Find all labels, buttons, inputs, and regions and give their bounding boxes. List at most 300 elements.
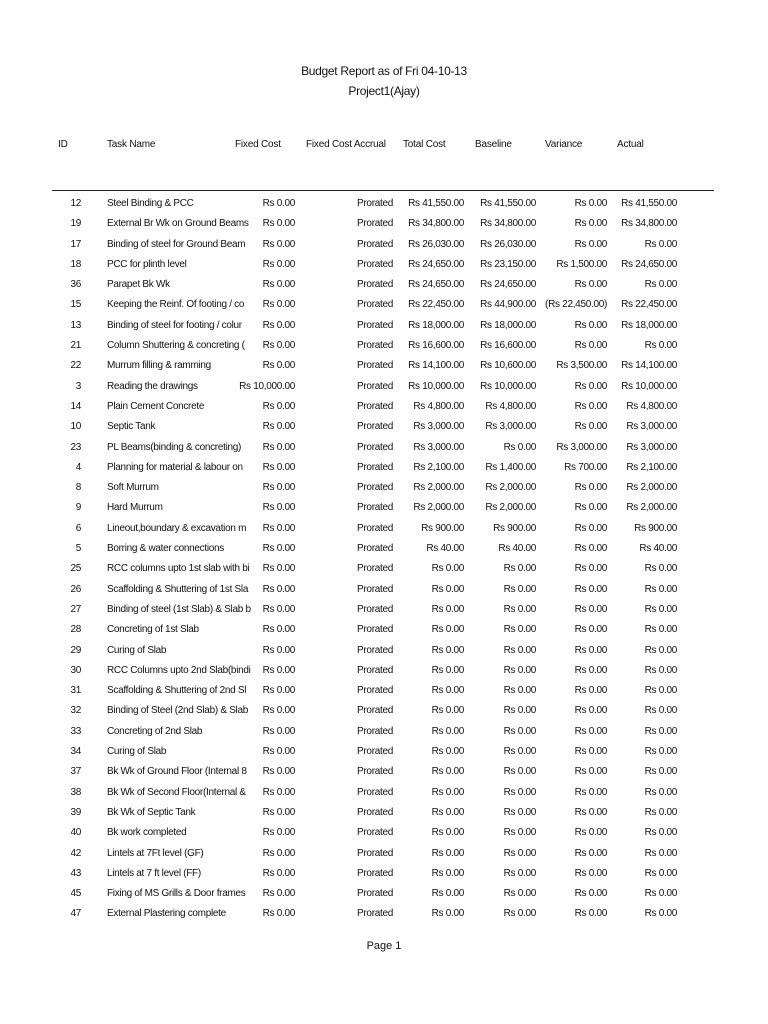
total-cost-cell: Rs 0.00	[431, 746, 464, 758]
fixed-cost-accrual-cell: Prorated	[357, 482, 393, 494]
task-id-cell: 31	[70, 685, 81, 697]
actual-cell: Rs 0.00	[644, 766, 677, 778]
actual-cell: Rs 0.00	[644, 867, 677, 879]
task-id-cell: 33	[70, 725, 81, 737]
task-name-cell: Concreting of 1st Slab	[107, 624, 199, 636]
fixed-cost-cell: Rs 0.00	[262, 644, 295, 656]
fixed-cost-cell: Rs 0.00	[262, 258, 295, 270]
variance-cell: Rs 0.00	[574, 867, 607, 879]
fixed-cost-accrual-cell: Prorated	[357, 827, 393, 839]
fixed-cost-accrual-cell: Prorated	[357, 279, 393, 291]
baseline-cell: Rs 900.00	[493, 522, 536, 534]
fixed-cost-cell: Rs 0.00	[262, 563, 295, 575]
actual-cell: Rs 0.00	[644, 705, 677, 717]
actual-cell: Rs 0.00	[644, 888, 677, 900]
variance-cell: Rs 0.00	[574, 380, 607, 392]
task-id-cell: 34	[70, 746, 81, 758]
table-row	[0, 825, 768, 845]
page-number: Page 1	[366, 940, 402, 952]
task-id-cell: 23	[70, 441, 81, 453]
task-id-cell: 30	[70, 664, 81, 676]
task-name-cell: Scaffolding & Shuttering of 2nd Sl	[107, 685, 247, 697]
actual-cell: Rs 0.00	[644, 847, 677, 859]
fixed-cost-cell: Rs 0.00	[262, 502, 295, 514]
task-name-cell: Keeping the Reinf. Of footing / co	[107, 299, 245, 311]
task-name-cell: Concreting of 2nd Slab	[107, 725, 203, 737]
table-row	[0, 277, 768, 297]
baseline-cell: Rs 0.00	[503, 847, 536, 859]
actual-cell: Rs 2,000.00	[626, 502, 677, 514]
actual-cell: Rs 0.00	[644, 664, 677, 676]
variance-cell: Rs 0.00	[574, 685, 607, 697]
baseline-cell: Rs 0.00	[503, 624, 536, 636]
fixed-cost-cell: Rs 0.00	[262, 664, 295, 676]
task-id-cell: 39	[70, 806, 81, 818]
variance-cell: Rs 0.00	[574, 786, 607, 798]
task-id-cell: 43	[70, 867, 81, 879]
fixed-cost-cell: Rs 0.00	[262, 340, 295, 352]
fixed-cost-accrual-cell: Prorated	[357, 705, 393, 717]
table-row	[0, 500, 768, 520]
fixed-cost-accrual-cell: Prorated	[357, 664, 393, 676]
total-cost-cell: Rs 0.00	[431, 827, 464, 839]
total-cost-cell: Rs 900.00	[421, 522, 464, 534]
total-cost-cell: Rs 0.00	[431, 725, 464, 737]
task-name-cell: PL Beams(binding & concreting)	[107, 441, 242, 453]
table-row	[0, 237, 768, 257]
task-id-cell: 10	[70, 421, 81, 433]
fixed-cost-cell: Rs 10,000.00	[239, 380, 295, 392]
task-id-cell: 22	[70, 360, 81, 372]
fixed-cost-accrual-cell: Prorated	[357, 421, 393, 433]
actual-cell: Rs 0.00	[644, 279, 677, 291]
total-cost-cell: Rs 2,000.00	[413, 502, 464, 514]
variance-cell: Rs 0.00	[574, 644, 607, 656]
baseline-cell: Rs 10,600.00	[480, 360, 536, 372]
variance-cell: Rs 0.00	[574, 421, 607, 433]
total-cost-cell: Rs 0.00	[431, 786, 464, 798]
baseline-cell: Rs 1,400.00	[485, 461, 536, 473]
header-baseline: Baseline	[475, 139, 512, 150]
baseline-cell: Rs 2,000.00	[485, 482, 536, 494]
baseline-cell: Rs 0.00	[503, 786, 536, 798]
fixed-cost-accrual-cell: Prorated	[357, 218, 393, 230]
table-row	[0, 480, 768, 500]
total-cost-cell: Rs 0.00	[431, 563, 464, 575]
fixed-cost-accrual-cell: Prorated	[357, 888, 393, 900]
task-id-cell: 15	[70, 299, 81, 311]
total-cost-cell: Rs 10,000.00	[408, 380, 464, 392]
report-title: Budget Report as of Fri 04-10-13	[301, 64, 467, 78]
variance-cell: Rs 0.00	[574, 198, 607, 209]
baseline-cell: Rs 0.00	[503, 603, 536, 615]
total-cost-cell: Rs 22,450.00	[408, 299, 464, 311]
variance-cell: Rs 700.00	[564, 461, 607, 473]
table-row	[0, 399, 768, 419]
task-id-cell: 40	[70, 827, 81, 839]
fixed-cost-cell: Rs 0.00	[262, 786, 295, 798]
task-name-cell: Bk Wk of Second Floor(Internal &	[107, 786, 246, 798]
total-cost-cell: Rs 0.00	[431, 603, 464, 615]
header-fixed-cost-accrual: Fixed Cost Accrual	[306, 139, 386, 150]
task-name-cell: Lineout,boundary & excavation m	[107, 522, 247, 534]
table-row	[0, 196, 768, 216]
actual-cell: Rs 0.00	[644, 746, 677, 758]
fixed-cost-cell: Rs 0.00	[262, 603, 295, 615]
variance-cell: Rs 0.00	[574, 766, 607, 778]
fixed-cost-cell: Rs 0.00	[262, 908, 295, 920]
baseline-cell: Rs 0.00	[503, 827, 536, 839]
total-cost-cell: Rs 0.00	[431, 664, 464, 676]
baseline-cell: Rs 0.00	[503, 441, 536, 453]
task-name-cell: External Plastering complete	[107, 908, 226, 920]
task-id-cell: 12	[70, 198, 81, 209]
table-row	[0, 744, 768, 764]
total-cost-cell: Rs 26,030.00	[408, 238, 464, 250]
task-name-cell: Curing of Slab	[107, 746, 167, 758]
actual-cell: Rs 3,000.00	[626, 421, 677, 433]
variance-cell: Rs 0.00	[574, 400, 607, 412]
task-id-cell: 18	[70, 258, 81, 270]
total-cost-cell: Rs 18,000.00	[408, 319, 464, 331]
baseline-cell: Rs 0.00	[503, 563, 536, 575]
actual-cell: Rs 18,000.00	[621, 319, 677, 331]
actual-cell: Rs 2,100.00	[626, 461, 677, 473]
task-name-cell: Binding of Steel (2nd Slab) & Slab	[107, 705, 249, 717]
variance-cell: Rs 3,000.00	[556, 441, 607, 453]
header-id: ID	[58, 139, 68, 150]
baseline-cell: Rs 24,650.00	[480, 279, 536, 291]
variance-cell: Rs 0.00	[574, 502, 607, 514]
fixed-cost-cell: Rs 0.00	[262, 746, 295, 758]
fixed-cost-accrual-cell: Prorated	[357, 340, 393, 352]
actual-cell: Rs 0.00	[644, 583, 677, 595]
variance-cell: Rs 0.00	[574, 705, 607, 717]
total-cost-cell: Rs 4,800.00	[413, 400, 464, 412]
task-id-cell: 26	[70, 583, 81, 595]
actual-cell: Rs 0.00	[644, 644, 677, 656]
baseline-cell: Rs 0.00	[503, 746, 536, 758]
table-row	[0, 318, 768, 338]
task-name-cell: Lintels at 7Ft level (GF)	[107, 847, 204, 859]
task-name-cell: RCC Columns upto 2nd Slab(bindi	[107, 664, 251, 676]
task-id-cell: 37	[70, 766, 81, 778]
actual-cell: Rs 22,450.00	[621, 299, 677, 311]
baseline-cell: Rs 10,000.00	[480, 380, 536, 392]
total-cost-cell: Rs 0.00	[431, 685, 464, 697]
task-id-cell: 36	[70, 279, 81, 291]
fixed-cost-accrual-cell: Prorated	[357, 441, 393, 453]
total-cost-cell: Rs 24,650.00	[408, 258, 464, 270]
task-name-cell: Murrum filling & ramming	[107, 360, 211, 372]
task-name-cell: RCC columns upto 1st slab with bi	[107, 563, 250, 575]
task-id-cell: 21	[70, 340, 81, 352]
fixed-cost-cell: Rs 0.00	[262, 238, 295, 250]
task-name-cell: Column Shuttering & concreting (	[107, 340, 245, 352]
header-actual: Actual	[617, 139, 644, 150]
fixed-cost-cell: Rs 0.00	[262, 685, 295, 697]
total-cost-cell: Rs 0.00	[431, 624, 464, 636]
actual-cell: Rs 2,000.00	[626, 482, 677, 494]
task-id-cell: 19	[70, 218, 81, 230]
task-id-cell: 3	[75, 380, 81, 392]
fixed-cost-cell: Rs 0.00	[262, 705, 295, 717]
fixed-cost-accrual-cell: Prorated	[357, 238, 393, 250]
variance-cell: Rs 0.00	[574, 340, 607, 352]
task-name-cell: Curing of Slab	[107, 644, 167, 656]
actual-cell: Rs 40.00	[639, 543, 677, 555]
table-row	[0, 622, 768, 642]
fixed-cost-cell: Rs 0.00	[262, 482, 295, 494]
table-row	[0, 561, 768, 581]
table-row	[0, 663, 768, 683]
fixed-cost-accrual-cell: Prorated	[357, 380, 393, 392]
variance-cell: Rs 0.00	[574, 522, 607, 534]
task-name-cell: Bk Wk of Septic Tank	[107, 806, 196, 818]
table-row	[0, 541, 768, 561]
fixed-cost-cell: Rs 0.00	[262, 847, 295, 859]
baseline-cell: Rs 23,150.00	[480, 258, 536, 270]
variance-cell: Rs 0.00	[574, 664, 607, 676]
total-cost-cell: Rs 3,000.00	[413, 421, 464, 433]
fixed-cost-cell: Rs 0.00	[262, 725, 295, 737]
table-row	[0, 866, 768, 886]
fixed-cost-cell: Rs 0.00	[262, 198, 295, 209]
task-name-cell: Reading the drawings	[107, 380, 198, 392]
fixed-cost-cell: Rs 0.00	[262, 624, 295, 636]
baseline-cell: Rs 0.00	[503, 583, 536, 595]
total-cost-cell: Rs 0.00	[431, 847, 464, 859]
task-name-cell: Soft Murrum	[107, 482, 159, 494]
total-cost-cell: Rs 0.00	[431, 583, 464, 595]
fixed-cost-cell: Rs 0.00	[262, 522, 295, 534]
variance-cell: Rs 0.00	[574, 847, 607, 859]
task-name-cell: Borring & water connections	[107, 543, 224, 555]
fixed-cost-cell: Rs 0.00	[262, 299, 295, 311]
fixed-cost-accrual-cell: Prorated	[357, 746, 393, 758]
table-row	[0, 886, 768, 906]
baseline-cell: Rs 41,550.00	[480, 198, 536, 209]
header-task-name: Task Name	[107, 139, 156, 150]
table-row	[0, 846, 768, 866]
fixed-cost-accrual-cell: Prorated	[357, 847, 393, 859]
fixed-cost-cell: Rs 0.00	[262, 218, 295, 230]
baseline-cell: Rs 3,000.00	[485, 421, 536, 433]
task-id-cell: 29	[70, 644, 81, 656]
total-cost-cell: Rs 24,650.00	[408, 279, 464, 291]
task-id-cell: 32	[70, 705, 81, 717]
fixed-cost-cell: Rs 0.00	[262, 806, 295, 818]
task-id-cell: 9	[75, 502, 81, 514]
total-cost-cell: Rs 41,550.00	[408, 198, 464, 209]
task-id-cell: 5	[75, 543, 81, 555]
fixed-cost-cell: Rs 0.00	[262, 461, 295, 473]
task-id-cell: 28	[70, 624, 81, 636]
task-name-cell: External Br Wk on Ground Beams	[107, 218, 249, 230]
table-row	[0, 419, 768, 439]
task-id-cell: 4	[75, 461, 81, 473]
fixed-cost-accrual-cell: Prorated	[357, 461, 393, 473]
variance-cell: Rs 0.00	[574, 238, 607, 250]
actual-cell: Rs 4,800.00	[626, 400, 677, 412]
fixed-cost-cell: Rs 0.00	[262, 583, 295, 595]
baseline-cell: Rs 40.00	[498, 543, 536, 555]
fixed-cost-accrual-cell: Prorated	[357, 603, 393, 615]
variance-cell: Rs 0.00	[574, 563, 607, 575]
task-id-cell: 14	[70, 400, 81, 412]
baseline-cell: Rs 0.00	[503, 725, 536, 737]
table-row	[0, 440, 768, 460]
variance-cell: Rs 0.00	[574, 279, 607, 291]
table-row	[0, 358, 768, 378]
fixed-cost-accrual-cell: Prorated	[357, 786, 393, 798]
task-id-cell: 6	[75, 522, 81, 534]
total-cost-cell: Rs 0.00	[431, 888, 464, 900]
variance-cell: Rs 0.00	[574, 583, 607, 595]
table-row	[0, 683, 768, 703]
task-name-cell: Plain Cement Concrete	[107, 400, 205, 412]
fixed-cost-accrual-cell: Prorated	[357, 563, 393, 575]
task-name-cell: Binding of steel for Ground Beam	[107, 238, 246, 250]
variance-cell: Rs 0.00	[574, 603, 607, 615]
table-row	[0, 906, 768, 926]
header-divider	[52, 190, 714, 191]
variance-cell: Rs 0.00	[574, 806, 607, 818]
task-name-cell: Binding of steel (1st Slab) & Slab b	[107, 603, 251, 615]
table-row	[0, 257, 768, 277]
fixed-cost-accrual-cell: Prorated	[357, 360, 393, 372]
variance-cell: Rs 0.00	[574, 888, 607, 900]
task-name-cell: PCC for plinth level	[107, 258, 187, 270]
variance-cell: (Rs 22,450.00)	[545, 299, 607, 311]
header-total-cost: Total Cost	[403, 139, 446, 150]
total-cost-cell: Rs 14,100.00	[408, 360, 464, 372]
baseline-cell: Rs 18,000.00	[480, 319, 536, 331]
table-row	[0, 602, 768, 622]
task-name-cell: Bk work completed	[107, 827, 187, 839]
table-row	[0, 460, 768, 480]
table-row	[0, 216, 768, 236]
total-cost-cell: Rs 0.00	[431, 908, 464, 920]
variance-cell: Rs 0.00	[574, 725, 607, 737]
baseline-cell: Rs 26,030.00	[480, 238, 536, 250]
total-cost-cell: Rs 40.00	[426, 543, 464, 555]
actual-cell: Rs 0.00	[644, 563, 677, 575]
total-cost-cell: Rs 0.00	[431, 644, 464, 656]
fixed-cost-cell: Rs 0.00	[262, 360, 295, 372]
task-name-cell: Planning for material & labour on	[107, 461, 243, 473]
task-name-cell: Parapet Bk Wk	[107, 279, 170, 291]
actual-cell: Rs 0.00	[644, 340, 677, 352]
header-variance: Variance	[545, 139, 583, 150]
actual-cell: Rs 34,800.00	[621, 218, 677, 230]
baseline-cell: Rs 2,000.00	[485, 502, 536, 514]
actual-cell: Rs 14,100.00	[621, 360, 677, 372]
actual-cell: Rs 0.00	[644, 685, 677, 697]
task-id-cell: 45	[70, 888, 81, 900]
variance-cell: Rs 0.00	[574, 482, 607, 494]
task-name-cell: Steel Binding & PCC	[107, 198, 194, 209]
total-cost-cell: Rs 0.00	[431, 766, 464, 778]
actual-cell: Rs 900.00	[634, 522, 677, 534]
fixed-cost-accrual-cell: Prorated	[357, 522, 393, 534]
actual-cell: Rs 0.00	[644, 908, 677, 920]
actual-cell: Rs 0.00	[644, 624, 677, 636]
table-row	[0, 764, 768, 784]
total-cost-cell: Rs 0.00	[431, 806, 464, 818]
actual-cell: Rs 10,000.00	[621, 380, 677, 392]
actual-cell: Rs 3,000.00	[626, 441, 677, 453]
table-row	[0, 338, 768, 358]
fixed-cost-accrual-cell: Prorated	[357, 806, 393, 818]
actual-cell: Rs 24,650.00	[621, 258, 677, 270]
baseline-cell: Rs 0.00	[503, 685, 536, 697]
task-name-cell: Lintels at 7 ft level (FF)	[107, 867, 201, 879]
task-name-cell: Fixing of MS Grills & Door frames	[107, 888, 246, 900]
fixed-cost-accrual-cell: Prorated	[357, 867, 393, 879]
variance-cell: Rs 3,500.00	[556, 360, 607, 372]
table-row	[0, 703, 768, 723]
fixed-cost-cell: Rs 0.00	[262, 766, 295, 778]
actual-cell: Rs 0.00	[644, 238, 677, 250]
actual-cell: Rs 41,550.00	[621, 198, 677, 209]
fixed-cost-accrual-cell: Prorated	[357, 685, 393, 697]
task-name-cell: Scaffolding & Shuttering of 1st Sla	[107, 583, 249, 595]
table-row	[0, 724, 768, 744]
variance-cell: Rs 0.00	[574, 624, 607, 636]
baseline-cell: Rs 44,900.00	[480, 299, 536, 311]
fixed-cost-accrual-cell: Prorated	[357, 299, 393, 311]
baseline-cell: Rs 0.00	[503, 644, 536, 656]
baseline-cell: Rs 0.00	[503, 867, 536, 879]
actual-cell: Rs 0.00	[644, 725, 677, 737]
task-id-cell: 42	[70, 847, 81, 859]
task-id-cell: 47	[70, 908, 81, 920]
task-id-cell: 13	[70, 319, 81, 331]
project-name: Project1(Ajay)	[348, 84, 420, 98]
variance-cell: Rs 0.00	[574, 218, 607, 230]
task-id-cell: 38	[70, 786, 81, 798]
table-row	[0, 805, 768, 825]
actual-cell: Rs 0.00	[644, 786, 677, 798]
budget-table-body	[0, 196, 768, 927]
total-cost-cell: Rs 2,100.00	[413, 461, 464, 473]
task-name-cell: Binding of steel for footing / colur	[107, 319, 242, 331]
fixed-cost-accrual-cell: Prorated	[357, 258, 393, 270]
variance-cell: Rs 1,500.00	[556, 258, 607, 270]
task-id-cell: 25	[70, 563, 81, 575]
variance-cell: Rs 0.00	[574, 827, 607, 839]
fixed-cost-cell: Rs 0.00	[262, 827, 295, 839]
actual-cell: Rs 0.00	[644, 603, 677, 615]
task-name-cell: Bk Wk of Ground Floor (Internal 8	[107, 766, 247, 778]
table-row	[0, 379, 768, 399]
total-cost-cell: Rs 2,000.00	[413, 482, 464, 494]
total-cost-cell: Rs 0.00	[431, 705, 464, 717]
fixed-cost-accrual-cell: Prorated	[357, 624, 393, 636]
table-row	[0, 521, 768, 541]
total-cost-cell: Rs 0.00	[431, 867, 464, 879]
fixed-cost-cell: Rs 0.00	[262, 867, 295, 879]
fixed-cost-accrual-cell: Prorated	[357, 908, 393, 920]
baseline-cell: Rs 4,800.00	[485, 400, 536, 412]
baseline-cell: Rs 34,800.00	[480, 218, 536, 230]
variance-cell: Rs 0.00	[574, 908, 607, 920]
fixed-cost-cell: Rs 0.00	[262, 543, 295, 555]
task-name-cell: Hard Murrum	[107, 502, 163, 514]
fixed-cost-accrual-cell: Prorated	[357, 766, 393, 778]
task-id-cell: 17	[70, 238, 81, 250]
